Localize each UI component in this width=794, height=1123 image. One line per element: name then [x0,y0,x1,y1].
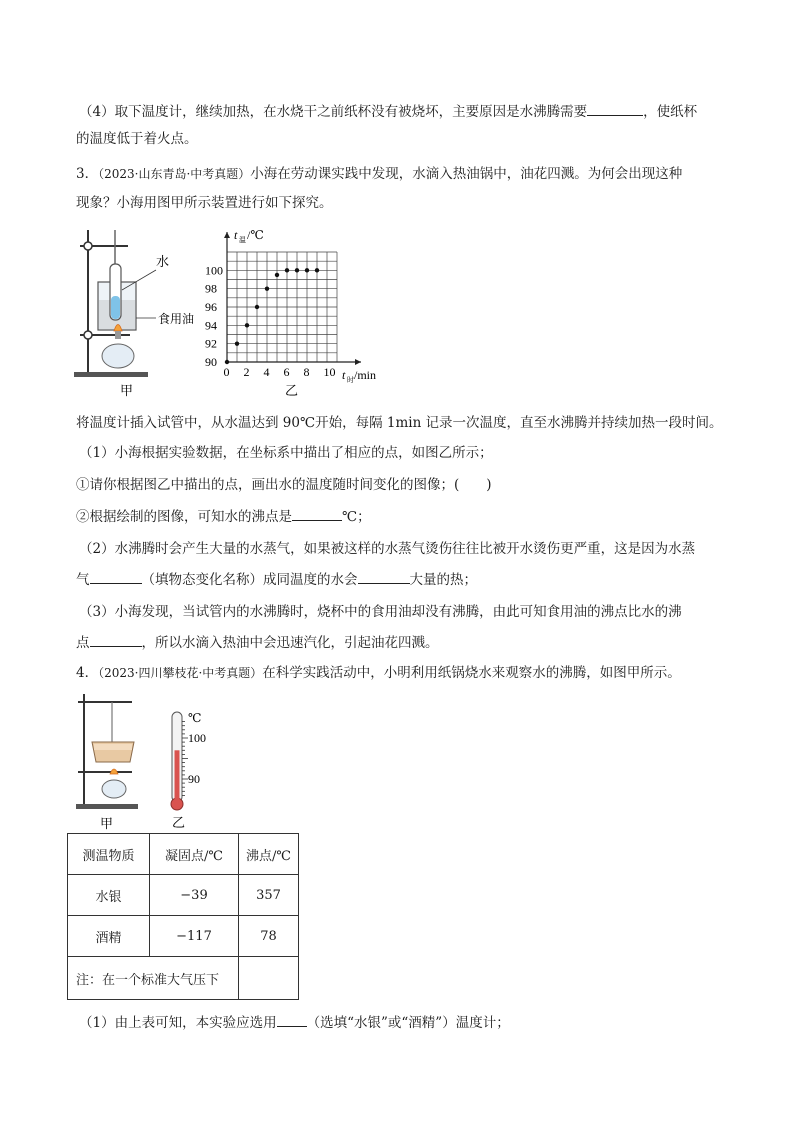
y-axis-label-sub: 温 [239,236,246,244]
y-axis-unit: /℃ [247,228,264,242]
question-source: （2023·四川攀枝花·中考真题） [98,666,263,680]
thermo-liquid-column [175,750,180,804]
q3-sub1-b: ②根据绘制的图像，可知水的沸点是 ℃； [76,506,371,527]
x-axis-arrow [355,359,361,365]
q3-stem-line2: 现象？小海用图甲所示装置进行如下探究。 [76,195,333,211]
stand-base [74,372,148,377]
q3-sub3-line2: 点 ，所以水滴入热油中会迅速汽化，引起油花四溅。 [76,632,439,653]
q3-stem-line1: 3．（2023·山东青岛·中考真题）小海在劳动课实践中发现，水滴入热油锅中，油花四溅。为何会出现这种 [76,166,683,182]
question-number: 3． [76,166,99,182]
x-tick-label: 8 [303,365,310,379]
q4-thermometer-yi [160,706,230,828]
answer-blank[interactable] [358,569,410,584]
q3-sub3-line1: （3）小海发现，当试管内的水沸腾时，烧杯中的食用油却没有沸腾，由此可知食用油的沸点比水的沸 [79,604,682,620]
table-note-row [68,957,299,1000]
data-point [315,268,319,272]
alcohol-lamp [102,344,134,368]
q2-sub4-line1: （4）取下温度计，继续加热，在水烧干之前纸杯没有被烧坏，主要原因是水沸腾需要 ，使纸杯 [79,101,697,122]
table-row: 酒精 −117 78 [68,916,299,957]
q3-figure-jia [70,224,195,400]
x-tick-label: 6 [283,365,290,379]
flame [110,769,118,774]
question-number: 4． [76,665,99,681]
thermo-label-90: 90 [188,772,200,786]
data-point [245,323,249,327]
x-axis-unit: /min [354,368,377,382]
q3-sub1: （1）小海根据实验数据，在坐标系中描出了相应的点，如图乙所示； [79,445,493,461]
x-tick-label: 10 [323,365,336,379]
q4-figure-jia [72,690,162,830]
caption-yi: 乙 [172,815,186,830]
q3-intro: 将温度计插入试管中，从水温达到 90℃开始，每隔 1min 记录一次温度，直至水沸腾并持续加热一段时间。 [76,415,723,431]
q4-stem: 4．（2023·四川攀枝花·中考真题）在科学实践活动中，小明利用纸锅烧水来观察水的沸腾，如图甲所示。 [76,665,681,681]
data-point [295,268,299,272]
y-tick-label: 90 [205,355,217,369]
q4-sub1: （1）由上表可知，本实验应选用 （选填“水银”或“酒精”）温度计； [79,1012,510,1033]
table-row: 水银 −39 357 [68,875,299,916]
answer-blank[interactable] [587,101,643,116]
water-in-tube [111,296,120,319]
substance-table [67,833,299,1000]
q3-sub2-line2: 气 （填物态变化名称）成同温度的水会 大量的热； [76,569,477,590]
x-axis-label: t [342,368,346,382]
caption-jia: 甲 [100,816,114,831]
data-point [305,268,309,272]
data-point [225,360,229,364]
caption-jia: 甲 [120,383,134,398]
thermo-unit: ℃ [188,711,202,725]
answer-blank[interactable] [277,1012,307,1027]
q3-sub2-line1: （2）水沸腾时会产生大量的水蒸气，如果被这样的水蒸气烫伤往往比被开水烫伤更严重，这是因为水蒸 [79,541,696,557]
answer-blank[interactable] [90,569,142,584]
answer-blank[interactable] [292,506,342,521]
q3-chart-yi [200,222,400,402]
y-tick-label: 100 [205,263,223,278]
table-note: 注：在一个标准大气压下 [68,957,239,1000]
x-axis-label-sub: 时 [347,376,354,384]
y-axis-label: t [234,228,238,242]
stand-base [76,804,138,809]
q3-sub1-a: ①请你根据图乙中描出的点，画出水的温度随时间变化的图像；( ) [76,477,492,493]
data-point [275,273,279,277]
header-cell: 测温物质 [68,834,150,875]
x-tick-label: 4 [263,365,270,379]
header-cell: 凝固点/℃ [150,834,239,875]
y-tick-label: 98 [205,281,217,296]
label-oil: 食用油 [158,312,195,326]
q2-sub4-line2: 的温度低于着火点。 [76,131,198,147]
x-tick-label: 2 [243,365,250,379]
y-axis-arrow [224,232,230,238]
table-header-row [68,834,299,875]
label-water: 水 [156,254,170,269]
y-tick-label: 96 [205,300,217,314]
data-point [265,286,269,290]
y-tick-label: 92 [205,336,217,351]
x-tick-label: 0 [223,365,230,379]
answer-blank[interactable] [90,632,142,647]
data-point [235,341,239,345]
data-point [285,268,289,272]
question-source: （2023·山东青岛·中考真题） [98,167,251,181]
data-point [255,305,259,309]
thermo-label-100: 100 [188,731,206,745]
header-cell: 沸点/℃ [239,834,299,875]
y-tick-label: 94 [205,318,217,333]
caption-yi: 乙 [285,383,299,398]
alcohol-lamp [102,780,126,798]
